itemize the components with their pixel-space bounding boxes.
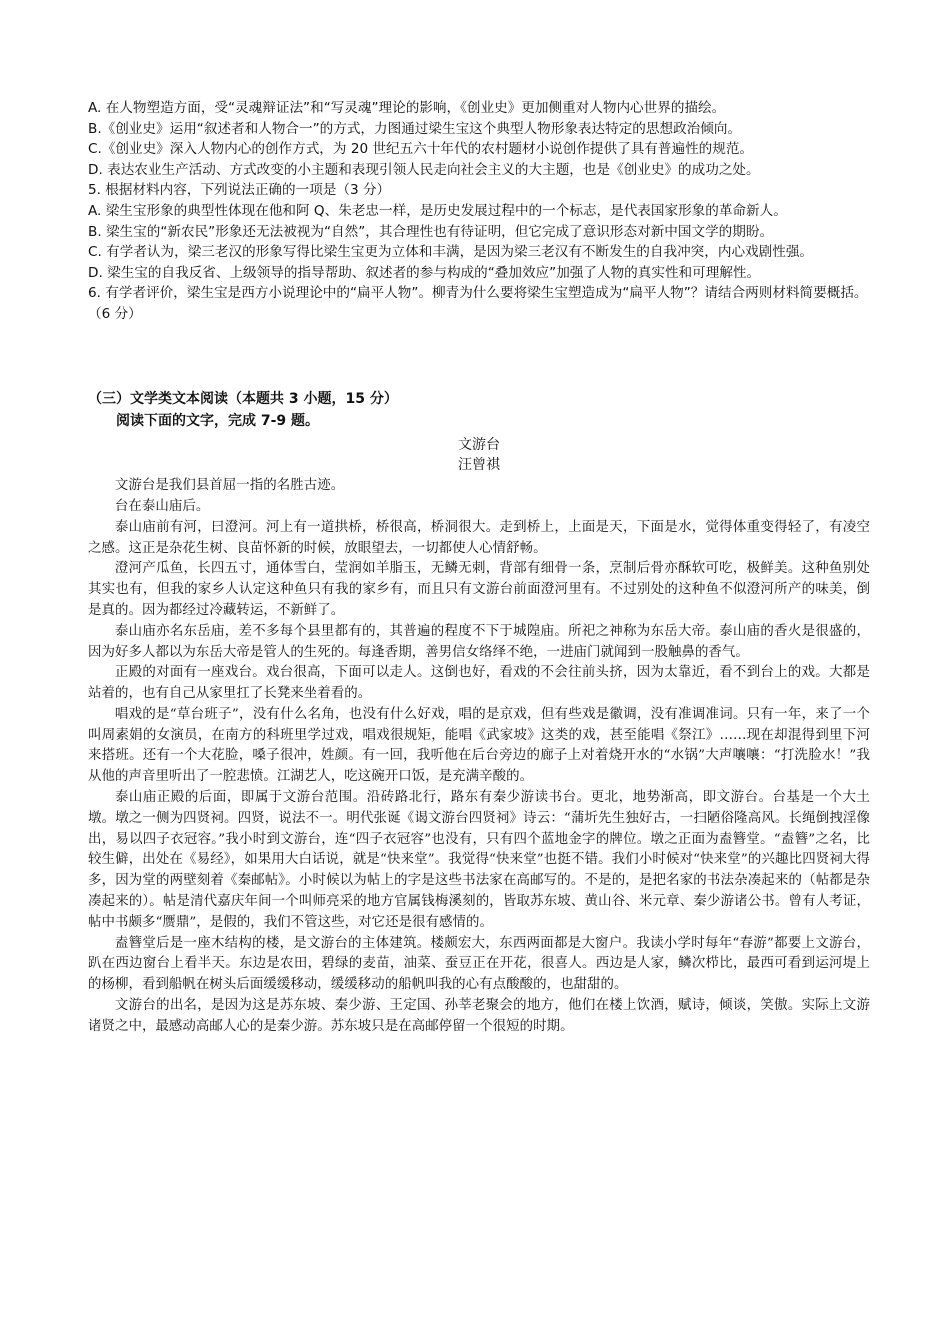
q5-option-a: A. 梁生宝形象的典型性体现在他和阿 Q、朱老忠一样，是历史发展过程中的一个标志，是代表国家形象的革命新人。 [88,202,787,219]
question-6: 6. 有学者评价，梁生宝是西方小说理论中的“扁平人物”。柳青为什么要将梁生宝塑造成为“扁平人物”？请结合两则材料简要概括。（6 分） [88,285,868,322]
section-3 [88,388,870,1038]
q4-options [88,98,870,180]
q5-option-c: C. 有学者认为，梁三老汉的形象写得比梁生宝更为立体和丰满，是因为梁三老汉有不断发生的自我冲突，内心戏剧性强。 [88,244,814,261]
article-paragraph: 文游台是我们县首屈一指的名胜古迹。 [114,478,345,494]
article-paragraph: 正殿的对面有一座戏台。戏台很高，下面可以走人。这倒也好，看戏的不会往前头挤，因为太靠近，看不到台上的戏。大都是站着的，也有自己从家里扛了长凳来坐着看的。 [88,665,870,702]
q5-stem: 5. 根据材料内容，下列说法正确的一项是（3 分） [88,182,391,199]
q4-option-d: D. 表达农业生产活动、方式改变的小主题和表现引领人民走向社会主义的大主题，也是《创业史》的成功之处。 [88,161,760,178]
article-paragraph: 泰山庙正殿的后面，即属于文游台范围。沿砖路北行，路东有秦少游读书台。更北，地势渐高，即文游台。台基是一个大土墩。墩之一侧为四贤祠。四贤，说法不一。明代张诞《谒文游台四贤祠》诗云：“蒲圻先生独好古，一扫陋俗隆高风。长绳倒拽淫像出，易以四子衣冠容。”我小时到文游台，连“四子衣冠容”也没有，只有四个蓝地金字的牌位。墩之正面为盍簪堂。“盍簪”之名，比较生僻，出处在《易经》，如果用大白话说，就是“快来堂”。我觉得“快来堂”也挺不错。我们小时候对“快来堂”的兴趣比四贤祠大得多，因为堂的两壁刻着《秦邮帖》。小时候以为帖上的字是这些书法家在高邮写的。不是的，是把名家的书法杂凑起来的（帖都是杂凑起来的）。帖是清代嘉庆年间一个叫师亮采的地方官属钱梅溪刻的，皆取苏东坡、黄山谷、米元章、秦少游诸公书。曾有人考证，帖中书颇多“赝鼎”，是假的，我们不管这些，对它还是很有感情的。 [88,790,870,930]
q4-option-a: A. 在人物塑造方面，受“灵魂辩证法”和“写灵魂”理论的影响，《创业史》更加侧重对人物内心世界的描绘。 [88,100,726,116]
article-title: 文游台 [458,436,500,453]
section-heading: （三）文学类文本阅读（本题共 3 小题，15 分） [88,390,398,407]
q5-option-b: B. 梁生宝的“新农民”形象还无法被视为“自然”，其合理性也有待证明，但它完成了意识形态对新中国文学的期盼。 [88,223,774,240]
article-author: 汪曾祺 [458,457,500,474]
article-paragraph: 唱戏的是“草台班子”，没有什么名角，也没有什么好戏，唱的是京戏，但有些戏是徽调，没有准调准词。只有一年，来了一个叫周素娟的女演员，在南方的科班里学过戏，唱戏很规矩，能唱《武家坡》这类的戏，甚至能唱《祭江》……现在却混得到里下河来搭班。还有一个大花脸，嗓子很冲，姓颜。有一回，我听他在后台旁边的廊子上对着烧开水的“水锅”大声嚷嚷：“打洗脸水！”我从他的声音里听出了一腔悲愤。江湖艺人，吃这碗开口饭，是充满辛酸的。 [88,706,870,785]
article-paragraph: 泰山庙前有河，曰澄河。河上有一道拱桥，桥很高，桥洞很大。走到桥上，上面是天，下面是水，觉得体重变得轻了，有凌空之感。这正是杂花生树、良苗怀新的时候，放眼望去，一切都使人心情舒畅。 [88,519,870,556]
q4-option-b: B.《创业史》运用“叙述者和人物合一”的方式，力图通过梁生宝这个典型人物形象表达特定的思想政治倾向。 [88,120,742,137]
q4-option-c: C.《创业史》深入人物内心的创作方式，为 20 世纪五六十年代的农村题材小说创作提供了具有普遍性的规范。 [88,141,754,158]
article-body [88,476,870,1038]
article-paragraph: 台在泰山庙后。 [114,498,210,514]
section-instruction: 阅读下面的文字，完成 7-9 题。 [116,412,320,429]
article-paragraph: 泰山庙亦名东岳庙，差不多每个县里都有的，其普遍的程度不下于城隍庙。所祀之神称为东岳大帝。泰山庙的香火是很盛的，因为好多人都以为东岳大帝是管人的生死的。每逢香期，善男信女络绎不绝，一进庙门就闻到一股触鼻的香气。 [88,623,870,660]
exam-page [88,98,870,1038]
article-paragraph: 盍簪堂后是一座木结构的楼，是文游台的主体建筑。楼颇宏大，东西两面都是大窗户。我读小学时每年“春游”都要上文游台，趴在西边窗台上看半天。东边是农田，碧绿的麦苗，油菜、蚕豆正在开花，很喜人。西边是人家，鳞次栉比，最西可看到运河堤上的杨柳，看到船帆在树头后面缓缓移动，缓缓移动的船帆叫我的心有点酸酸的，也甜甜的。 [88,935,870,993]
article-paragraph: 澄河产瓜鱼，长四五寸，通体雪白，莹润如羊脂玉，无鳞无刺，背部有细骨一条，烹制后骨亦酥软可吃，极鲜美。这种鱼别处其实也有，但我的家乡人认定这种鱼只有我的家乡有，而且只有文游台前面澄河里有。不过别处的这种鱼不似澄河所产的味美，倒是真的。因为都经过冷藏转运，不新鲜了。 [88,561,870,618]
article-paragraph: 文游台的出名，是因为这是苏东坡、秦少游、王定国、孙莘老聚会的地方，他们在楼上饮酒，赋诗，倾谈，笑傲。实际上文游诸贤之中，最感动高邮人心的是秦少游。苏东坡只是在高邮停留一个很短的时期。 [88,998,870,1034]
q5-option-d: D. 梁生宝的自我反省、上级领导的指导帮助、叙述者的参与构成的“叠加效应”加强了人物的真实性和可理解性。 [88,264,761,281]
question-5 [88,180,870,283]
